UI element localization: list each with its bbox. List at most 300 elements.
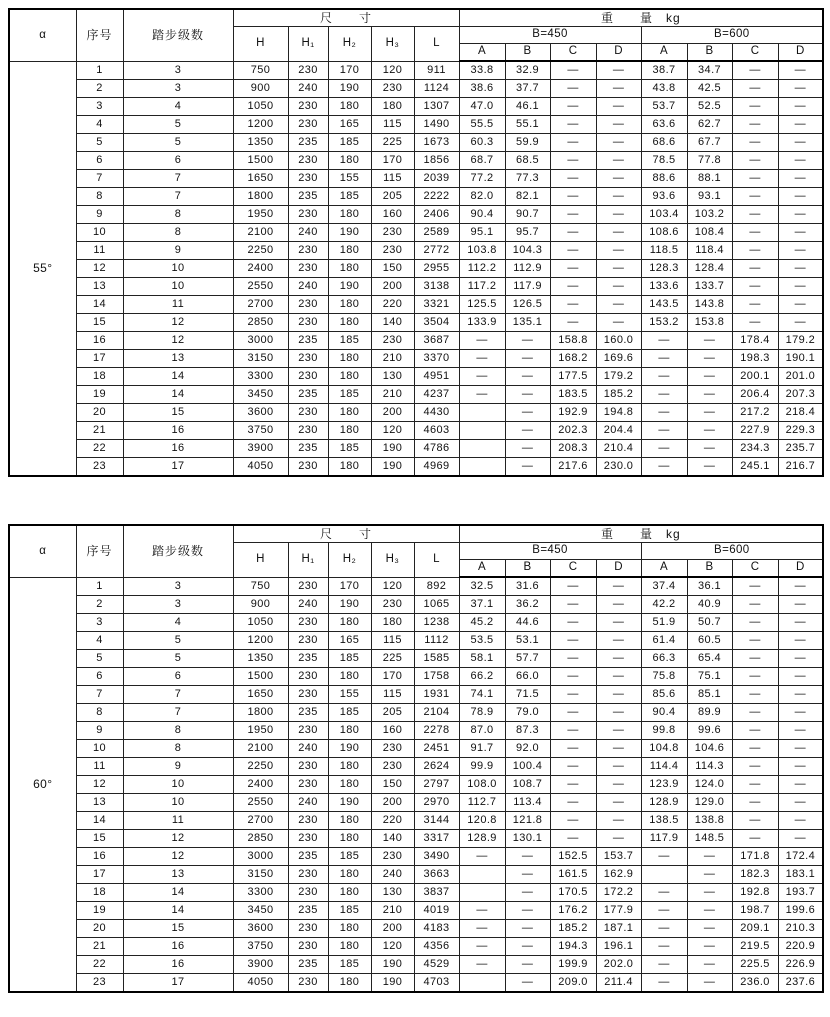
table-cell: 230: [288, 920, 328, 938]
table-cell: 15: [123, 404, 233, 422]
table-row: [9, 404, 823, 422]
table-cell: 2589: [414, 224, 459, 242]
table-row: [9, 368, 823, 386]
table-cell: 5: [123, 632, 233, 650]
table-cell: —: [596, 224, 641, 242]
table-cell: 130: [371, 368, 414, 386]
table-row: [9, 61, 823, 80]
table-cell: 2: [76, 596, 123, 614]
table-cell: 153.2: [641, 314, 687, 332]
col-header-b450-b: B: [505, 560, 550, 578]
table-cell: —: [732, 116, 778, 134]
table-cell: 115: [371, 170, 414, 188]
table-cell: —: [732, 224, 778, 242]
table-cell: 23: [76, 458, 123, 477]
table-cell: —: [641, 422, 687, 440]
table-cell: 176.2: [550, 902, 596, 920]
table-cell: —: [641, 332, 687, 350]
table-cell: 155: [328, 686, 371, 704]
table-cell: 32.9: [505, 61, 550, 80]
table-cell: 2278: [414, 722, 459, 740]
table-cell: 230: [288, 116, 328, 134]
table-cell: 93.1: [687, 188, 732, 206]
table-cell: 220: [371, 296, 414, 314]
table-cell: 230: [288, 577, 328, 596]
table-cell: —: [732, 758, 778, 776]
table-cell: —: [687, 884, 732, 902]
col-header-alpha: α: [9, 9, 76, 61]
table-cell: 128.9: [459, 830, 505, 848]
table-cell: 194.8: [596, 404, 641, 422]
table-cell: 155: [328, 170, 371, 188]
table-cell: 180: [371, 98, 414, 116]
table-cell: —: [596, 650, 641, 668]
table-cell: 2100: [233, 740, 288, 758]
table-cell: 12: [76, 260, 123, 278]
table-cell: 180: [328, 422, 371, 440]
table-cell: 143.5: [641, 296, 687, 314]
table-cell: 46.1: [505, 98, 550, 116]
table-cell: 11: [123, 812, 233, 830]
table-cell: 3300: [233, 368, 288, 386]
table-cell: 900: [233, 80, 288, 98]
table-cell: 129.0: [687, 794, 732, 812]
table-cell: 205: [371, 188, 414, 206]
table-cell: 150: [371, 776, 414, 794]
table-cell: 230: [288, 686, 328, 704]
table-cell: 125.5: [459, 296, 505, 314]
table-cell: 43.8: [641, 80, 687, 98]
table-cell: —: [596, 296, 641, 314]
table-cell: 2406: [414, 206, 459, 224]
table-cell: 3450: [233, 902, 288, 920]
table-cell: 10: [123, 794, 233, 812]
table-header: [9, 525, 823, 577]
table-cell: 180: [328, 296, 371, 314]
table-cell: 31.6: [505, 577, 550, 596]
table-cell: 90.7: [505, 206, 550, 224]
table-cell: 14: [76, 812, 123, 830]
table-cell: 16: [76, 332, 123, 350]
table-cell: 180: [328, 668, 371, 686]
table-cell: —: [687, 350, 732, 368]
table-cell: 3000: [233, 332, 288, 350]
table-cell: 204.4: [596, 422, 641, 440]
table-cell: 77.3: [505, 170, 550, 188]
table-cell: —: [732, 134, 778, 152]
table-cell: —: [550, 650, 596, 668]
table-cell: 162.9: [596, 866, 641, 884]
col-header-b600-c: C: [732, 560, 778, 578]
table-cell: —: [778, 686, 823, 704]
col-header-b600-d: D: [778, 560, 823, 578]
table-cell: 14: [123, 884, 233, 902]
table-cell: 182.3: [732, 866, 778, 884]
table-cell: 108.7: [505, 776, 550, 794]
table-cell: 121.8: [505, 812, 550, 830]
table-cell: 235: [288, 386, 328, 404]
table-cell: 190: [328, 278, 371, 296]
alpha-value: 55°: [9, 61, 76, 476]
table-cell: 19: [76, 386, 123, 404]
table-cell: 208.3: [550, 440, 596, 458]
table-cell: [459, 458, 505, 477]
table-cell: 130: [371, 884, 414, 902]
table-cell: 892: [414, 577, 459, 596]
table-cell: —: [778, 830, 823, 848]
table-cell: —: [505, 938, 550, 956]
col-header-h3: H₃: [371, 543, 414, 578]
table-cell: —: [596, 776, 641, 794]
table-cell: —: [778, 242, 823, 260]
table-cell: 9: [76, 722, 123, 740]
table-cell: 4: [76, 632, 123, 650]
table-cell: —: [641, 974, 687, 993]
col-header-b450-a: A: [459, 44, 505, 62]
col-header-b450: B=450: [459, 543, 641, 560]
table-cell: 185: [328, 134, 371, 152]
table-cell: 117.9: [641, 830, 687, 848]
table-cell: 1350: [233, 134, 288, 152]
table-cell: 180: [328, 776, 371, 794]
table-cell: —: [732, 812, 778, 830]
table-cell: —: [778, 224, 823, 242]
table-cell: 6: [76, 668, 123, 686]
table-cell: —: [596, 704, 641, 722]
table-row: [9, 577, 823, 596]
col-header-serial: 序号: [76, 525, 123, 577]
table-row: [9, 650, 823, 668]
table-cell: —: [641, 440, 687, 458]
table-cell: —: [778, 188, 823, 206]
table-cell: 190: [328, 224, 371, 242]
table-cell: —: [641, 956, 687, 974]
table-cell: 120: [371, 938, 414, 956]
table-cell: 235.7: [778, 440, 823, 458]
table-cell: —: [550, 80, 596, 98]
table-cell: 4786: [414, 440, 459, 458]
table-cell: 2772: [414, 242, 459, 260]
table-cell: 99.8: [641, 722, 687, 740]
table-cell: 12: [123, 848, 233, 866]
table-row: [9, 314, 823, 332]
table-row: [9, 884, 823, 902]
table-row: [9, 920, 823, 938]
table-cell: 61.4: [641, 632, 687, 650]
table-cell: 198.3: [732, 350, 778, 368]
table-cell: —: [550, 242, 596, 260]
table-cell: 133.9: [459, 314, 505, 332]
table-cell: 12: [123, 314, 233, 332]
table-cell: 225: [371, 134, 414, 152]
table-cell: 3750: [233, 938, 288, 956]
table-cell: —: [732, 80, 778, 98]
table-cell: 183.5: [550, 386, 596, 404]
table-cell: 3600: [233, 920, 288, 938]
table-cell: 230: [288, 260, 328, 278]
table-cell: 51.9: [641, 614, 687, 632]
table-cell: 230: [288, 884, 328, 902]
table-cell: —: [687, 938, 732, 956]
table-cell: 199.9: [550, 956, 596, 974]
table-cell: —: [505, 866, 550, 884]
table-cell: —: [550, 224, 596, 242]
table-cell: 180: [328, 884, 371, 902]
table-cell: 230: [288, 404, 328, 422]
table-cell: 4019: [414, 902, 459, 920]
table-cell: 15: [76, 830, 123, 848]
table-row: [9, 422, 823, 440]
table-cell: —: [596, 188, 641, 206]
table-cell: —: [596, 278, 641, 296]
table-cell: 168.2: [550, 350, 596, 368]
table-cell: 4703: [414, 974, 459, 993]
table-cell: 104.3: [505, 242, 550, 260]
table-cell: 37.7: [505, 80, 550, 98]
table-cell: —: [778, 722, 823, 740]
table-cell: —: [550, 314, 596, 332]
table-cell: 2222: [414, 188, 459, 206]
table-cell: —: [505, 974, 550, 993]
table-cell: 82.0: [459, 188, 505, 206]
table-cell: 180: [328, 242, 371, 260]
table-cell: —: [687, 332, 732, 350]
table-cell: —: [732, 170, 778, 188]
table-cell: 235: [288, 848, 328, 866]
table-cell: —: [732, 632, 778, 650]
table-cell: 1: [76, 577, 123, 596]
table-cell: 3150: [233, 866, 288, 884]
table-cell: 178.4: [732, 332, 778, 350]
table-cell: 71.5: [505, 686, 550, 704]
table-cell: —: [641, 458, 687, 477]
table-cell: 230: [288, 170, 328, 188]
table-cell: —: [732, 686, 778, 704]
table-cell: —: [596, 206, 641, 224]
table-cell: 230: [288, 812, 328, 830]
alpha-value: 60°: [9, 577, 76, 992]
table-cell: 240: [371, 866, 414, 884]
table-cell: 2451: [414, 740, 459, 758]
table-cell: 1500: [233, 668, 288, 686]
table-cell: 57.7: [505, 650, 550, 668]
table-cell: 6: [123, 152, 233, 170]
table-row: [9, 386, 823, 404]
table-cell: 2700: [233, 296, 288, 314]
table-cell: 230: [371, 596, 414, 614]
table-cell: 40.9: [687, 596, 732, 614]
table-cell: 210: [371, 386, 414, 404]
table-cell: —: [596, 98, 641, 116]
table-cell: 200: [371, 404, 414, 422]
table-cell: 114.3: [687, 758, 732, 776]
table-cell: 230: [288, 758, 328, 776]
table-cell: 1350: [233, 650, 288, 668]
table-cell: 1050: [233, 614, 288, 632]
table-cell: 230: [288, 974, 328, 993]
table-cell: 1: [76, 61, 123, 80]
table-cell: 230: [288, 866, 328, 884]
table-cell: 99.6: [687, 722, 732, 740]
table-cell: [459, 974, 505, 993]
table-cell: 8: [123, 740, 233, 758]
table-cell: 177.5: [550, 368, 596, 386]
table-cell: 235: [288, 134, 328, 152]
table-cell: 2250: [233, 758, 288, 776]
table-cell: 180: [328, 938, 371, 956]
table-cell: 217.2: [732, 404, 778, 422]
table-cell: —: [550, 830, 596, 848]
table-cell: 180: [328, 866, 371, 884]
table-cell: —: [732, 152, 778, 170]
table-cell: —: [550, 188, 596, 206]
table-cell: —: [778, 206, 823, 224]
table-cell: 2400: [233, 260, 288, 278]
table-row: [9, 278, 823, 296]
table-cell: 230: [288, 830, 328, 848]
table-row: [9, 812, 823, 830]
table-cell: 192.9: [550, 404, 596, 422]
table-cell: 1950: [233, 722, 288, 740]
table-cell: —: [687, 902, 732, 920]
table-cell: 82.1: [505, 188, 550, 206]
table-cell: 126.5: [505, 296, 550, 314]
table-cell: 180: [328, 812, 371, 830]
table-row: [9, 134, 823, 152]
table-cell: —: [505, 440, 550, 458]
table-cell: 160: [371, 206, 414, 224]
table-cell: 15: [76, 314, 123, 332]
table-cell: —: [687, 404, 732, 422]
table-cell: 99.9: [459, 758, 505, 776]
table-cell: 210.3: [778, 920, 823, 938]
table-cell: 8: [76, 188, 123, 206]
table-cell: 240: [288, 596, 328, 614]
table-cell: 200: [371, 794, 414, 812]
table-cell: 7: [76, 686, 123, 704]
table-cell: 17: [123, 974, 233, 993]
table-cell: 10: [123, 260, 233, 278]
table-cell: 190.1: [778, 350, 823, 368]
table-cell: 230.0: [596, 458, 641, 477]
table-cell: 230: [288, 98, 328, 116]
table-cell: —: [641, 368, 687, 386]
table-cell: —: [596, 596, 641, 614]
table-cell: [459, 422, 505, 440]
table-cell: —: [550, 134, 596, 152]
table-cell: 59.9: [505, 134, 550, 152]
table-cell: —: [596, 134, 641, 152]
table-cell: 185: [328, 386, 371, 404]
table-cell: 7: [123, 686, 233, 704]
table-cell: 3900: [233, 956, 288, 974]
table-cell: —: [778, 577, 823, 596]
table-cell: 55.1: [505, 116, 550, 134]
table-cell: 185: [328, 704, 371, 722]
col-header-weight: 重 量 kg: [459, 525, 823, 543]
table-cell: —: [732, 668, 778, 686]
table-cell: —: [550, 632, 596, 650]
table-cell: 185: [328, 902, 371, 920]
table-cell: 12: [123, 830, 233, 848]
table-cell: —: [687, 458, 732, 477]
table-cell: 87.3: [505, 722, 550, 740]
table-row: [9, 188, 823, 206]
table-cell: —: [505, 368, 550, 386]
table-cell: 4356: [414, 938, 459, 956]
table-cell: 190: [371, 440, 414, 458]
table-cell: 53.1: [505, 632, 550, 650]
table-cell: —: [596, 794, 641, 812]
header-row-groups: [9, 525, 823, 543]
table-cell: [459, 866, 505, 884]
table-cell: 18: [76, 884, 123, 902]
table-cell: 91.7: [459, 740, 505, 758]
table-cell: —: [550, 758, 596, 776]
table-cell: —: [596, 577, 641, 596]
table-cell: 193.7: [778, 884, 823, 902]
table-cell: —: [641, 404, 687, 422]
table-cell: 53.5: [459, 632, 505, 650]
table-cell: 218.4: [778, 404, 823, 422]
table-cell: —: [732, 614, 778, 632]
table-cell: 117.9: [505, 278, 550, 296]
table-cell: —: [596, 812, 641, 830]
table-row: [9, 758, 823, 776]
table-cell: 68.5: [505, 152, 550, 170]
table-cell: 2100: [233, 224, 288, 242]
table-cell: 13: [76, 794, 123, 812]
table-cell: —: [459, 902, 505, 920]
table-cell: 79.0: [505, 704, 550, 722]
table-cell: 114.4: [641, 758, 687, 776]
table-cell: 33.8: [459, 61, 505, 80]
table-cell: 217.6: [550, 458, 596, 477]
table-cell: 200: [371, 920, 414, 938]
table-cell: 19: [76, 902, 123, 920]
col-header-h1: H₁: [288, 27, 328, 62]
table-cell: 3000: [233, 848, 288, 866]
table-cell: 180: [328, 722, 371, 740]
table-cell: 237.6: [778, 974, 823, 993]
table-cell: 230: [288, 296, 328, 314]
table-cell: —: [550, 577, 596, 596]
table-cell: [459, 404, 505, 422]
table-cell: 60.5: [687, 632, 732, 650]
col-header-dimensions: 尺 寸: [233, 9, 459, 27]
table-cell: —: [459, 332, 505, 350]
table-cell: 14: [123, 386, 233, 404]
table-cell: 17: [76, 350, 123, 368]
table-cell: 123.9: [641, 776, 687, 794]
table-cell: —: [596, 152, 641, 170]
table-cell: 172.4: [778, 848, 823, 866]
table-cell: 1650: [233, 686, 288, 704]
table-cell: 95.7: [505, 224, 550, 242]
table-cell: 5: [123, 650, 233, 668]
table-cell: 3: [76, 614, 123, 632]
table-cell: —: [459, 386, 505, 404]
table-cell: 120: [371, 61, 414, 80]
table-cell: —: [641, 386, 687, 404]
table-cell: —: [596, 116, 641, 134]
table-row: [9, 242, 823, 260]
table-cell: 230: [288, 206, 328, 224]
table-cell: 170: [328, 577, 371, 596]
table-cell: —: [596, 260, 641, 278]
table-row: [9, 830, 823, 848]
table-row: [9, 902, 823, 920]
